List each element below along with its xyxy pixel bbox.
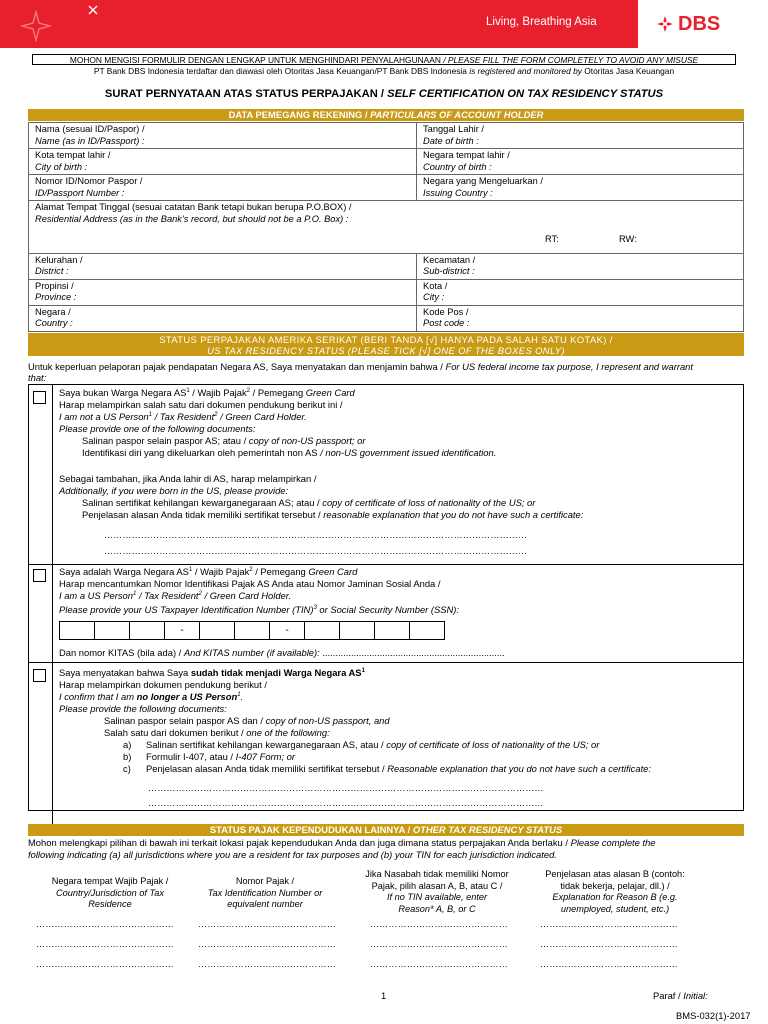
col-tin-header: Nomor Pajak / Tax Identification Number or equivalent number xyxy=(207,876,323,909)
opt1-line2: Harap melampirkan salah satu dari dokumen pendukung berikut ini / xyxy=(59,399,343,410)
opt1-dots1[interactable]: ………………………………………………………………………………………………………………………… xyxy=(104,530,528,540)
opt3-c: Penjelasan alasan Anda tidak memiliki sertifikat tersebut / Reasonable explanation that you do not have such a certificate: xyxy=(146,763,651,774)
row2-country[interactable]: ……………………………………… xyxy=(36,939,174,949)
country-of-birth-field[interactable]: Negara tempat lahir / Country of birth : xyxy=(417,149,744,175)
opt3-a: Salinan sertifikat kehilangan kewarganegaraan AS, atau / copy of certificate of loss of nationality of the US; or xyxy=(146,739,600,750)
form-title xyxy=(0,88,768,100)
district-field[interactable]: Kelurahan / District : xyxy=(29,253,417,279)
issuing-country-field[interactable]: Negara yang Mengeluarkan / Issuing Country : xyxy=(417,175,744,201)
header-band xyxy=(0,0,768,48)
tin-digit-box[interactable] xyxy=(304,621,340,640)
opt1-line5: Salinan paspor selain paspor AS; atau / copy of non-US passport; or xyxy=(82,435,366,446)
row3-explanation[interactable]: ……………………………………… xyxy=(540,959,678,969)
opt1-line9: Salinan sertifikat kehilangan kewarganegaraan AS; atau / copy of certificate of loss of nationality of the US; or xyxy=(82,497,536,508)
postcode-field[interactable]: Kode Pos / Post code : xyxy=(417,305,744,331)
opt3-b: Formulir I-407, atau / I-407 Form; or xyxy=(146,751,296,762)
section-us-tax xyxy=(28,333,744,356)
row2-tin[interactable]: ……………………………………… xyxy=(198,939,336,949)
tin-digit-box[interactable] xyxy=(409,621,445,640)
tin-dash-box[interactable]: - xyxy=(269,621,305,640)
opt3-line4: Please provide the following documents: xyxy=(59,703,227,714)
opt3-dots1[interactable]: ………………………………………………………………………………………………………………… xyxy=(148,783,544,793)
title-en: SELF CERTIFICATION ON TAX RESIDENCY STATUS xyxy=(387,88,664,100)
row1-reason[interactable]: ……………………………………… xyxy=(370,919,508,929)
opt2-line4: Please provide your US Taxpayer Identification Number (TIN)$^3$ or Social Security Number (SSN): xyxy=(59,604,460,615)
section2-en: US TAX RESIDENCY STATUS (PLEASE TICK [√] ONE OF THE BOXES ONLY) xyxy=(207,345,565,356)
opt3-line2: Harap melampirkan dokumen pendukung berikut / xyxy=(59,679,267,690)
us-intro: Untuk keperluan pelaporan pajak pendapatan Negara AS, Saya menyatakan dan menjamin bahwa / For US federal income tax purpose, I represent and warrant xyxy=(28,361,694,372)
country-field[interactable]: Negara / Country : xyxy=(29,305,417,331)
section1-id: DATA PEMEGANG REKENING / xyxy=(228,109,371,120)
section3-en: OTHER TAX RESIDENCY STATUS xyxy=(412,824,563,835)
row3-country[interactable]: ……………………………………… xyxy=(36,959,174,969)
page-number: 1 xyxy=(381,990,387,1001)
opt3-a-label: a) xyxy=(123,739,132,750)
rt-rw-row[interactable] xyxy=(29,226,744,253)
fill-notice xyxy=(32,54,736,65)
title-id: SURAT PERNYATAAN ATAS STATUS PERPAJAKAN / xyxy=(104,88,388,100)
opt1-dots2[interactable]: ………………………………………………………………………………………………………………………… xyxy=(104,546,528,556)
opt1-line4: Please provide one of the following documents: xyxy=(59,423,256,434)
row3-tin[interactable]: ……………………………………… xyxy=(198,959,336,969)
row2-reason[interactable]: ……………………………………… xyxy=(370,939,508,949)
dbs-wordmark: DBS xyxy=(678,13,721,35)
option3-checkbox[interactable] xyxy=(33,669,46,682)
opt2-line3: I am a US Person$^1$ / Tax Resident$^2$ / Green Card Holder. xyxy=(59,590,292,601)
section-account-holder xyxy=(28,109,744,121)
opt1-line10: Penjelasan alasan Anda tidak memiliki sertifikat tersebut / reasonable explanation that you do not have such a certificate: xyxy=(82,509,584,520)
tin-digit-box[interactable] xyxy=(129,621,165,640)
col-reason-header: Jika Nasabah tidak memiliki Nomor Pajak, pilih alasan A, B, atau C / If no TIN available, enter Reason* A, B, or C xyxy=(365,869,509,914)
subdistrict-field[interactable]: Kecamatan / Sub-district : xyxy=(417,253,744,279)
tin-ssn-boxes[interactable] xyxy=(60,621,445,640)
dbs-star-icon xyxy=(656,15,674,33)
dob-field[interactable]: Tanggal Lahir / Date of birth : xyxy=(417,123,744,149)
tin-digit-box[interactable] xyxy=(234,621,270,640)
opt3-line6: Salah satu dari dokumen berikut / one of the following: xyxy=(104,727,330,738)
option2-checkbox[interactable] xyxy=(33,569,46,582)
dbs-star-watermark-icon xyxy=(20,10,52,42)
tin-digit-box[interactable] xyxy=(374,621,410,640)
us-intro-cont: that: xyxy=(28,372,47,383)
initial-label: Paraf / Initial: xyxy=(653,990,708,1001)
tin-digit-box[interactable] xyxy=(199,621,235,640)
opt2-line2: Harap mencantumkan Nomor Identifikasi Pajak AS Anda atau Nomor Jaminan Sosial Anda / xyxy=(59,578,441,589)
tagline: Living, Breathing Asia xyxy=(486,16,597,28)
opt1-line6: Identifikasi diri yang dikeluarkan oleh pemerintah non AS / non-US government issued identification. xyxy=(82,447,497,458)
rw-label: RW: xyxy=(619,234,637,244)
opt1-line7: Sebagai tambahan, jika Anda lahir di AS, harap melampirkan / xyxy=(59,473,317,484)
province-field[interactable]: Propinsi / Province : xyxy=(29,279,417,305)
id-number-field[interactable]: Nomor ID/Nomor Paspor / ID/Passport Number : xyxy=(29,175,417,201)
row3-reason[interactable]: ……………………………………… xyxy=(370,959,508,969)
tin-digit-box[interactable] xyxy=(59,621,95,640)
opt3-line1: Saya menyatakan bahwa Saya sudah tidak menjadi Warga Negara $AS^1$ xyxy=(59,667,365,678)
opt1-line8: Additionally, if you were born in the US, please provide: xyxy=(59,485,289,496)
row1-country[interactable]: ……………………………………… xyxy=(36,919,174,929)
row2-explanation[interactable]: ……………………………………… xyxy=(540,939,678,949)
option1-checkbox[interactable] xyxy=(33,391,46,404)
dbs-logo xyxy=(638,0,768,48)
form-code: BMS-032(1)-2017 xyxy=(676,1010,751,1021)
notice-en: / PLEASE FILL THE FORM COMPLETELY TO AVOID ANY MISUSE xyxy=(443,55,699,65)
opt3-line5: Salinan paspor selain paspor AS dan / copy of non-US passport, and xyxy=(104,715,390,726)
opt3-line3: I confirm that I am no longer a US Person$^1$. xyxy=(59,691,244,702)
tin-digit-box[interactable] xyxy=(339,621,375,640)
notice-id: MOHON MENGISI FORMULIR DENGAN LENGKAP UNTUK MENGHINDARI PENYALAHGUNAAN xyxy=(69,55,441,65)
opt2-line1: Saya adalah Warga Negara $AS^1$ / Wajib Pajak$^2$ / Pemegang Green Card xyxy=(59,566,358,577)
opt2-kitas[interactable]: Dan nomor KITAS (bila ada) / And KITAS number (if available): ...................................................................... xyxy=(59,647,505,658)
small-x-icon xyxy=(88,5,98,15)
reg-id: PT Bank DBS Indonesia terdaftar dan diawasi oleh Otoritas Jasa Keuangan/PT Bank DBS Indonesia xyxy=(93,66,467,76)
opt1-line1: Saya bukan Warga Negara $AS^1$ / Wajib Pajak$^2$ / Pemegang Green Card xyxy=(59,387,355,398)
col-explanation-header: Penjelasan atas alasan B (contoh: tidak bekerja, pelajar, dll.) / Explanation for Reason B (e.g. unemployed, student, etc.) xyxy=(545,869,685,914)
opt1-line3: I am not a US Person$^1$ / Tax Resident$^2$ / Green Card Holder. xyxy=(59,411,307,422)
tin-dash-box[interactable]: - xyxy=(164,621,200,640)
opt3-b-label: b) xyxy=(123,751,132,762)
opt3-c-label: c) xyxy=(123,763,131,774)
row1-tin[interactable]: ……………………………………… xyxy=(198,919,336,929)
section3-id: STATUS PAJAK KEPENDUDUKAN LAINNYA / xyxy=(209,824,413,835)
section1-en: PARTICULARS OF ACCOUNT HOLDER xyxy=(370,109,544,120)
section-other-tax xyxy=(28,824,744,836)
tin-digit-box[interactable] xyxy=(94,621,130,640)
city-field[interactable]: Kota / City : xyxy=(417,279,744,305)
section2-id: STATUS PERPAJAKAN AMERIKA SERIKAT (BERI TANDA [√] HANYA PADA SALAH SATU KOTAK) / xyxy=(159,334,613,345)
other-intro-line2: following indicating (a) all jurisdictions where you are a resident for tax purposes and (b) your TIN for each jurisdiction indicated. xyxy=(28,849,557,860)
city-of-birth-field[interactable]: Kota tempat lahir / City of birth : xyxy=(29,149,417,175)
rt-label: RT: xyxy=(545,234,559,244)
reg-en: is registered and monitored by xyxy=(469,66,582,76)
address-field[interactable]: Alamat Tempat Tinggal (sesuai catatan Bank tetapi bukan berupa P.O.BOX) / Residential Address (as in the Bank's record, but should not be a P.O. Box) : xyxy=(29,201,744,227)
registration-line xyxy=(0,66,768,76)
reg-tail: Otoritas Jasa Keuangan xyxy=(584,66,675,76)
name-field[interactable]: Nama (sesuai ID/Paspor) / Name (as in ID/Passport) : xyxy=(29,123,417,149)
account-holder-table xyxy=(28,122,744,332)
col-country-header: Negara tempat Wajib Pajak / Country/Jurisdiction of Tax Residence xyxy=(51,876,169,909)
row1-explanation[interactable]: ……………………………………… xyxy=(540,919,678,929)
opt3-dots2[interactable]: ………………………………………………………………………………………………………………… xyxy=(148,798,544,808)
other-intro-line1: Mohon melengkapi pilihan di bawah ini terkait lokasi pajak kependudukan Anda dan juga dimana status perpajakan Anda berlaku / Please complete the xyxy=(28,837,656,848)
